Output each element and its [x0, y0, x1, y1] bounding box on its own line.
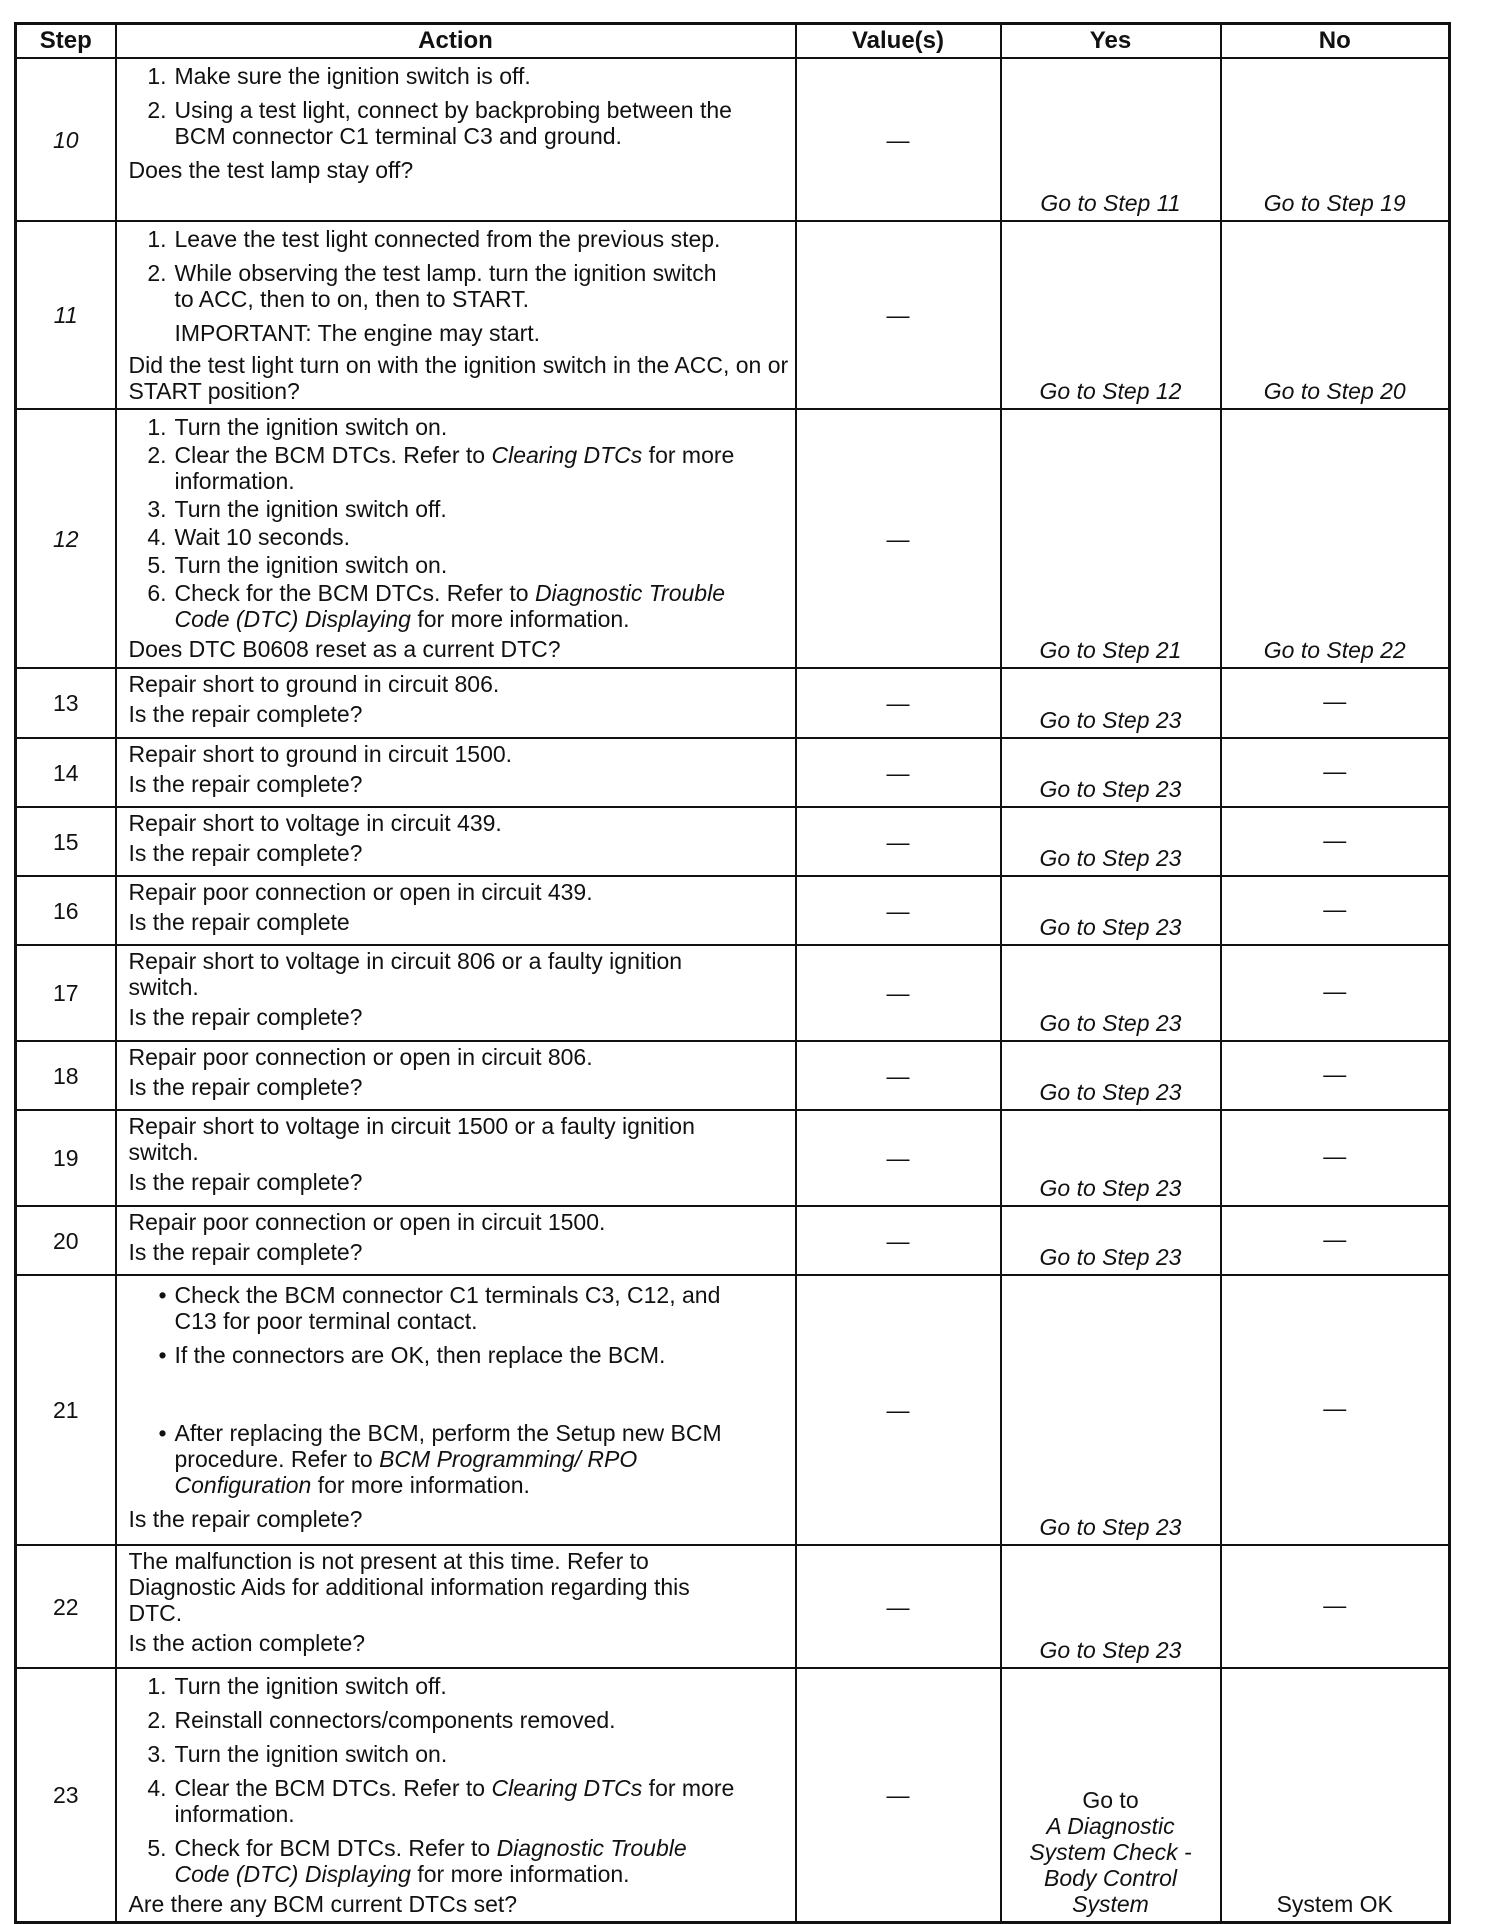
action-question: Does the test lamp stay off? [128, 157, 414, 183]
reference-link[interactable]: Diagnostic Trouble Code (DTC) Displaying [174, 580, 725, 632]
no-cell: — [1221, 668, 1450, 738]
action-cell [116, 1206, 796, 1275]
action-cell [116, 807, 796, 876]
action-question: Are there any BCM current DTCs set? [128, 1891, 518, 1917]
action-cell [116, 58, 796, 221]
action-question: Is the repair complete? [128, 1074, 363, 1100]
action-question: Is the repair complete? [128, 701, 363, 727]
table-row [16, 738, 1450, 807]
no-cell: — [1221, 807, 1450, 876]
step-number: 12 [16, 409, 116, 668]
value-cell: — [796, 738, 1001, 807]
table-row [16, 1545, 1450, 1668]
table-row [16, 1041, 1450, 1110]
action-item: 1. Turn the ignition switch on. [147, 414, 448, 440]
action-question: Is the repair complete? [128, 1004, 363, 1030]
action-item: 1. Turn the ignition switch off. [147, 1673, 447, 1699]
action-question: Is the repair complete [128, 909, 350, 935]
value-cell: — [796, 807, 1001, 876]
action-item: 1. Make sure the ignition switch is off. [147, 63, 531, 89]
table-row [16, 807, 1450, 876]
action-cell [116, 738, 796, 807]
action-item: 5. Check for BCM DTCs. Refer to Diagnostic Trouble Code (DTC) Displaying for more information. [147, 1835, 687, 1887]
action-text: Repair poor connection or open in circuit 1500. [128, 1209, 606, 1235]
action-question: Is the repair complete? [128, 1239, 363, 1265]
action-cell [116, 1041, 796, 1110]
step-number: 10 [16, 58, 116, 221]
no-cell: — [1221, 1206, 1450, 1275]
reference-link[interactable]: BCM Programming/ RPO Configuration [174, 1446, 638, 1498]
action-item: 6. Check for the BCM DTCs. Refer to Diagnostic Trouble Code (DTC) Displaying for more information. [147, 580, 725, 632]
action-item: 2. Reinstall connectors/components removed. [147, 1707, 616, 1733]
value-cell: — [796, 1668, 1001, 1923]
step-number: 14 [16, 738, 116, 807]
no-cell: — [1221, 876, 1450, 945]
value-cell: — [796, 221, 1001, 409]
no-cell: — [1221, 738, 1450, 807]
no-cell: System OK [1221, 1668, 1450, 1923]
yes-link[interactable]: Go to Step 23 [1001, 807, 1221, 876]
action-question: Is the repair complete? [128, 1506, 363, 1532]
table-row [16, 1668, 1450, 1923]
yes-link[interactable]: Go to Step 23 [1001, 1275, 1221, 1545]
action-cell [116, 945, 796, 1041]
step-number: 20 [16, 1206, 116, 1275]
no-cell: — [1221, 1041, 1450, 1110]
yes-link[interactable]: Go to Step 23 [1001, 668, 1221, 738]
action-bullet: • Check the BCM connector C1 terminals C3, C12, and C13 for poor terminal contact. [158, 1282, 721, 1334]
action-text: Repair short to ground in circuit 806. [128, 671, 500, 697]
action-bullet: • After replacing the BCM, perform the Setup new BCM procedure. Refer to BCM Programming/ RPO Configuration for more information. [158, 1420, 722, 1498]
no-link[interactable]: Go to Step 20 [1221, 221, 1450, 409]
header-step: Step [16, 24, 116, 59]
action-bullet: • If the connectors are OK, then replace the BCM. [158, 1342, 666, 1368]
value-cell: — [796, 58, 1001, 221]
yes-lead: Go to [1082, 1787, 1139, 1813]
yes-link[interactable]: A Diagnostic System Check - Body Control System [1029, 1813, 1192, 1917]
step-number: 17 [16, 945, 116, 1041]
yes-link[interactable]: Go to Step 21 [1001, 409, 1221, 668]
table-row [16, 668, 1450, 738]
table-row [16, 1275, 1450, 1545]
table-row [16, 945, 1450, 1041]
value-cell: — [796, 1041, 1001, 1110]
action-item: 1. Leave the test light connected from the previous step. [147, 226, 721, 252]
yes-link[interactable]: Go to Step 23 [1001, 738, 1221, 807]
step-number: 19 [16, 1110, 116, 1206]
value-cell: — [796, 945, 1001, 1041]
yes-link[interactable]: Go to Step 23 [1001, 1041, 1221, 1110]
yes-link[interactable]: Go to Step 12 [1001, 221, 1221, 409]
action-text: Repair poor connection or open in circuit 439. [128, 879, 593, 905]
action-question: Is the repair complete? [128, 1169, 363, 1195]
action-cell [116, 221, 796, 409]
action-question: Does DTC B0608 reset as a current DTC? [128, 636, 561, 662]
step-number: 11 [16, 221, 116, 409]
action-cell [116, 876, 796, 945]
action-cell [116, 1275, 796, 1545]
action-cell [116, 668, 796, 738]
step-number: 13 [16, 668, 116, 738]
action-item: 2. Using a test light, connect by backprobing between the BCM connector C1 terminal C3 and ground. [147, 97, 732, 149]
no-link[interactable]: Go to Step 19 [1221, 58, 1450, 221]
yes-link[interactable]: Go to Step 11 [1001, 58, 1221, 221]
step-number: 18 [16, 1041, 116, 1110]
value-cell: — [796, 409, 1001, 668]
action-cell [116, 409, 796, 668]
action-text: Repair poor connection or open in circuit 806. [128, 1044, 593, 1070]
header-yes: Yes [1001, 24, 1221, 59]
table-row [16, 221, 1450, 409]
header-row [16, 24, 1450, 59]
value-cell: — [796, 1110, 1001, 1206]
action-text: Repair short to ground in circuit 1500. [128, 741, 513, 767]
action-text: Repair short to voltage in circuit 439. [128, 810, 502, 836]
yes-link[interactable]: Go to Step 23 [1001, 1206, 1221, 1275]
value-cell: — [796, 1206, 1001, 1275]
no-cell: — [1221, 945, 1450, 1041]
yes-link[interactable]: Go to Step 23 [1001, 876, 1221, 945]
step-number: 22 [16, 1545, 116, 1668]
action-item: 5. Turn the ignition switch on. [147, 552, 448, 578]
reference-link[interactable]: Diagnostic Trouble Code (DTC) Displaying [174, 1835, 687, 1887]
action-text: Repair short to voltage in circuit 806 or a faulty ignition switch. [128, 948, 683, 1000]
step-number: 23 [16, 1668, 116, 1923]
no-cell: — [1221, 1110, 1450, 1206]
header-values: Value(s) [796, 24, 1001, 59]
action-cell [116, 1668, 796, 1923]
action-item: 2. Clear the BCM DTCs. Refer to Clearing DTCs for more information. [147, 442, 735, 494]
action-item: 4. Clear the BCM DTCs. Refer to Clearing DTCs for more information. [147, 1775, 735, 1827]
action-item: 4. Wait 10 seconds. [147, 524, 351, 550]
action-item: 3. Turn the ignition switch on. [147, 1741, 448, 1767]
no-cell: — [1221, 1275, 1450, 1545]
yes-link[interactable]: Go to Step 23 [1001, 1110, 1221, 1206]
table-row [16, 58, 1450, 221]
important-note: IMPORTANT: The engine may start. [174, 320, 541, 346]
table-row [16, 1110, 1450, 1206]
action-item: 2. While observing the test lamp. turn the ignition switch to ACC, then to on, then to START. [147, 260, 717, 312]
action-question: Is the repair complete? [128, 840, 363, 866]
step-number: 21 [16, 1275, 116, 1545]
action-cell [116, 1545, 796, 1668]
table-row [16, 409, 1450, 668]
step-number: 16 [16, 876, 116, 945]
table-row [16, 876, 1450, 945]
value-cell: — [796, 1275, 1001, 1545]
yes-link[interactable]: Go to Step 23 [1001, 1545, 1221, 1668]
yes-cell [1001, 1668, 1221, 1923]
action-text: Repair short to voltage in circuit 1500 or a faulty ignition switch. [128, 1113, 695, 1165]
value-cell: — [796, 668, 1001, 738]
diagnostic-table [14, 22, 1451, 1924]
reference-link[interactable]: Clearing DTCs [491, 442, 643, 468]
header-action: Action [116, 24, 796, 59]
header-no: No [1221, 24, 1450, 59]
reference-link[interactable]: Clearing DTCs [491, 1775, 643, 1801]
table-row [16, 1206, 1450, 1275]
no-cell: — [1221, 1545, 1450, 1668]
action-question: Is the repair complete? [128, 771, 363, 797]
action-cell [116, 1110, 796, 1206]
yes-link[interactable]: Go to Step 23 [1001, 945, 1221, 1041]
action-text: The malfunction is not present at this time. Refer to Diagnostic Aids for additional information regarding this DTC. [128, 1548, 690, 1626]
action-item: 3. Turn the ignition switch off. [147, 496, 447, 522]
no-link[interactable]: Go to Step 22 [1221, 409, 1450, 668]
action-question: Is the action complete? [128, 1630, 366, 1656]
value-cell: — [796, 876, 1001, 945]
value-cell: — [796, 1545, 1001, 1668]
step-number: 15 [16, 807, 116, 876]
action-question: Did the test light turn on with the ignition switch in the ACC, on or START position? [128, 352, 789, 404]
